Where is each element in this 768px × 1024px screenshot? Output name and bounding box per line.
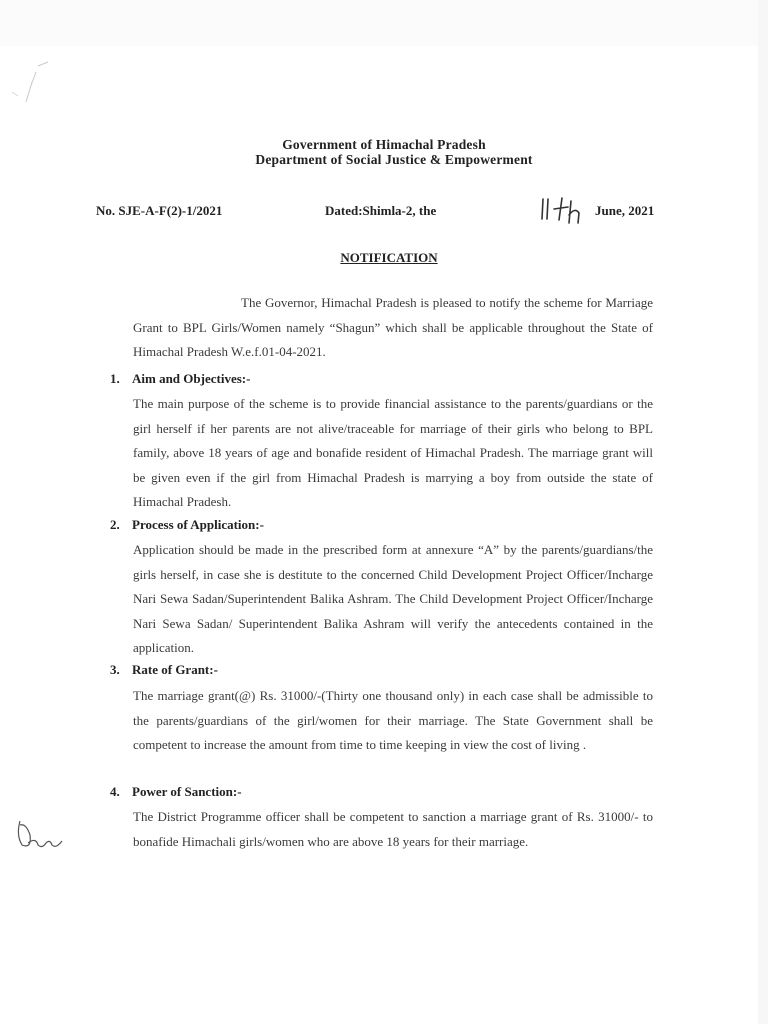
intro-paragraph: The Governor, Himachal Pradesh is pleased to notify the scheme for Marriage Grant to BPL Girls/Women namely “Shagun” which shall be applicable throughout the State of Himachal Pradesh W.e.f.01-04-2021. xyxy=(133,295,653,359)
government-heading: Government of Himachal Pradesh xyxy=(282,137,486,152)
section-title: Aim and Objectives:- xyxy=(132,371,251,386)
scan-border-top xyxy=(0,0,768,46)
section-heading-rate xyxy=(110,662,218,678)
date-month-year: June, 2021 xyxy=(595,203,655,218)
handwritten-date xyxy=(537,193,593,227)
scan-mark xyxy=(8,58,68,108)
dated-label: Dated:Shimla-2, the xyxy=(325,203,437,218)
section-number: 1. xyxy=(110,371,120,386)
section-number: 2. xyxy=(110,517,120,532)
section-title: Rate of Grant:- xyxy=(132,662,218,677)
reference-number: No. SJE-A-F(2)-1/2021 xyxy=(96,203,223,218)
section-title: Process of Application:- xyxy=(132,517,264,532)
section-body-process: Application should be made in the prescribed form at annexure “A” by the parents/guardians/the girls herself, in case she is destitute to the concerned Child Development Project Officer/Incharge Nari Sewa Sadan/Superintendent Balika Ashram. The Child Development Project Officer/Incharge Nari Sewa Sadan/ Superintendent Balika Ashram will verify the antecedents contained in the application. xyxy=(133,542,653,655)
section-number: 4. xyxy=(110,784,120,799)
section-heading-sanction xyxy=(110,784,242,800)
initials-signature xyxy=(10,815,70,855)
section-title: Power of Sanction:- xyxy=(132,784,242,799)
section-body-rate: The marriage grant(@) Rs. 31000/-(Thirty one thousand only) in each case shall be admissible to the parents/guardians of the girl/women for their marriage. The State Government shall be competent to increase the amount from time to time keeping in view the cost of living . xyxy=(133,688,653,752)
notification-title: NOTIFICATION xyxy=(340,250,438,265)
section-heading-process xyxy=(110,517,264,533)
section-body-aim: The main purpose of the scheme is to provide financial assistance to the parents/guardians or the girl herself if her parents are not alive/traceable for marriage of their girls who belong to BPL family, above 18 years of age and bonafide resident of Himachal Pradesh. The marriage grant will be given even if the girl from Himachal Pradesh is marrying a boy from outside the state of Himachal Pradesh. xyxy=(133,396,653,509)
section-body-sanction: The District Programme officer shall be competent to sanction a marriage grant of Rs. 31000/- to bonafide Himachali girls/women who are above 18 years for their marriage. xyxy=(133,809,653,849)
section-number: 3. xyxy=(110,662,120,677)
section-heading-aim xyxy=(110,371,250,387)
department-heading: Department of Social Justice & Empowerment xyxy=(255,152,533,167)
